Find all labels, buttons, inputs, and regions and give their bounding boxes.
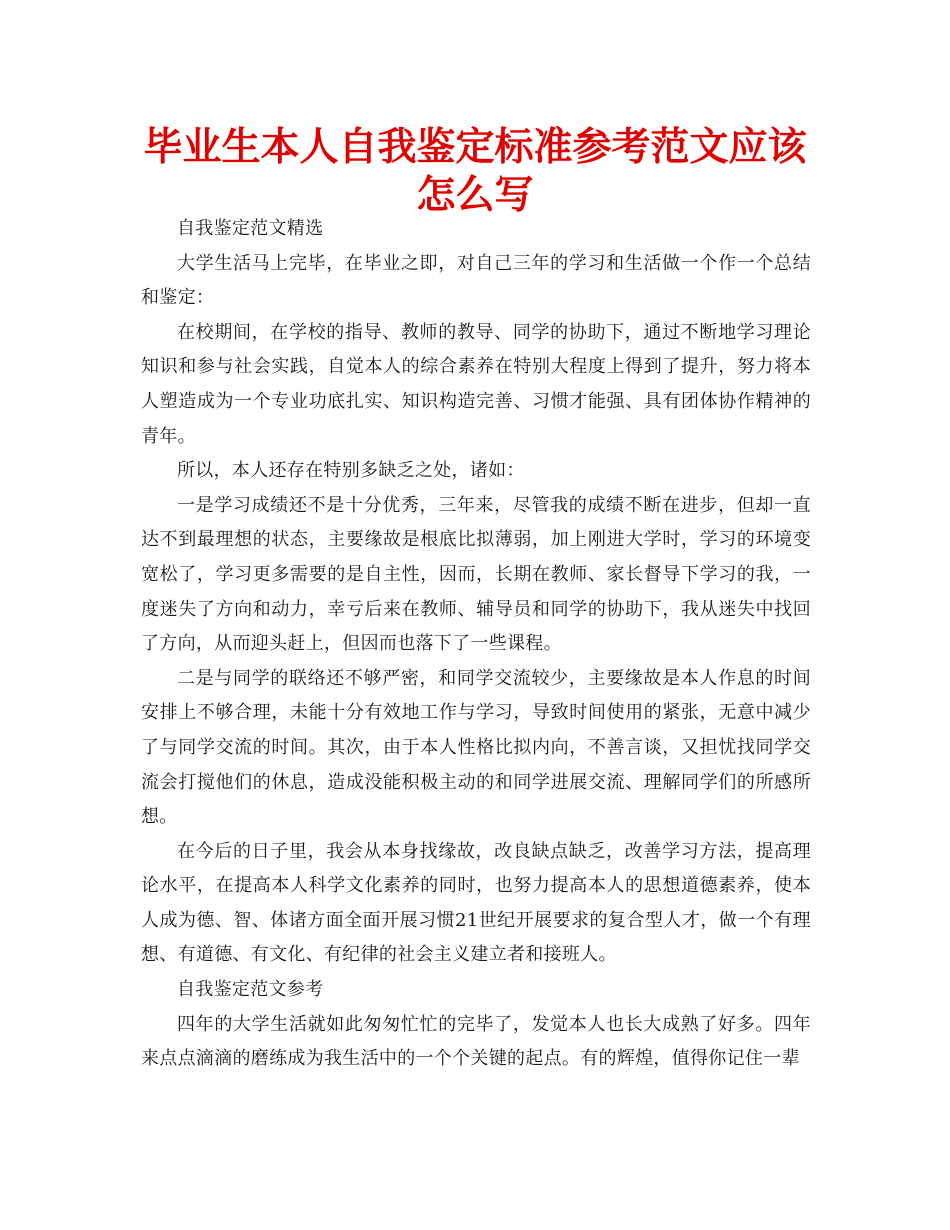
paragraph: 在今后的日子里，我会从本身找缘故，改良缺点缺乏，改善学习方法，提高理论水平，在提高本人科学文化素养的同时，也努力提高本人的思想道德素养，使本人成为德、智、体诸方面全面开展习惯21世纪开展要求的复合型人才，做一个有理想、有道德、有文化、有纪律的社会主义建立者和接班人。 bbox=[141, 840, 811, 966]
paragraph: 二是与同学的联络还不够严密，和同学交流较少，主要缘故是本人作息的时间安排上不够合理，未能十分有效地工作与学习，导致时间使用的紧张，无意中减少了与同学交流的时间。其次，由于本人性格比拟内向，不善言谈，又担忧找同学交流会打搅他们的休息，造成没能积极主动的和同学进展交流、理解同学们的所感所想。 bbox=[141, 667, 811, 828]
document-title: 毕业生本人自我鉴定标准参考范文应该怎么写 bbox=[143, 125, 807, 218]
document-body bbox=[141, 212, 811, 1077]
paragraph: 大学生活马上完毕，在毕业之即，对自己三年的学习和生活做一个作一个总结和鉴定： bbox=[141, 252, 811, 309]
section-heading: 自我鉴定范文参考 bbox=[177, 979, 324, 1001]
paragraph: 四年的大学生活就如此匆匆忙忙的完毕了，发觉本人也长大成熟了好多。四年来点点滴滴的磨练成为我生活中的一个个关键的起点。有的辉煌，值得你记住一辈 bbox=[141, 1013, 811, 1070]
paragraph: 所以，本人还存在特别多缺乏之处，诸如： bbox=[177, 460, 525, 482]
paragraph: 在校期间，在学校的指导、教师的教导、同学的协助下，通过不断地学习理论知识和参与社会实践，自觉本人的综合素养在特别大程度上得到了提升，努力将本人塑造成为一个专业功底扎实、知识构造完善、习惯才能强、具有团体协作精神的青年。 bbox=[141, 321, 811, 447]
section-heading: 自我鉴定范文精选 bbox=[177, 218, 324, 239]
paragraph: 一是学习成绩还不是十分优秀，三年来，尽管我的成绩不断在进步，但却一直达不到最理想的状态，主要缘故是根底比拟薄弱，加上刚进大学时，学习的环境变宽松了，学习更多需要的是自主性，因而，长期在教师、家长督导下学习的我，一度迷失了方向和动力，幸亏后来在教师、辅导员和同学的协助下，我从迷失中找回了方向，从而迎头赶上，但因而也落下了一些课程。 bbox=[141, 494, 811, 655]
